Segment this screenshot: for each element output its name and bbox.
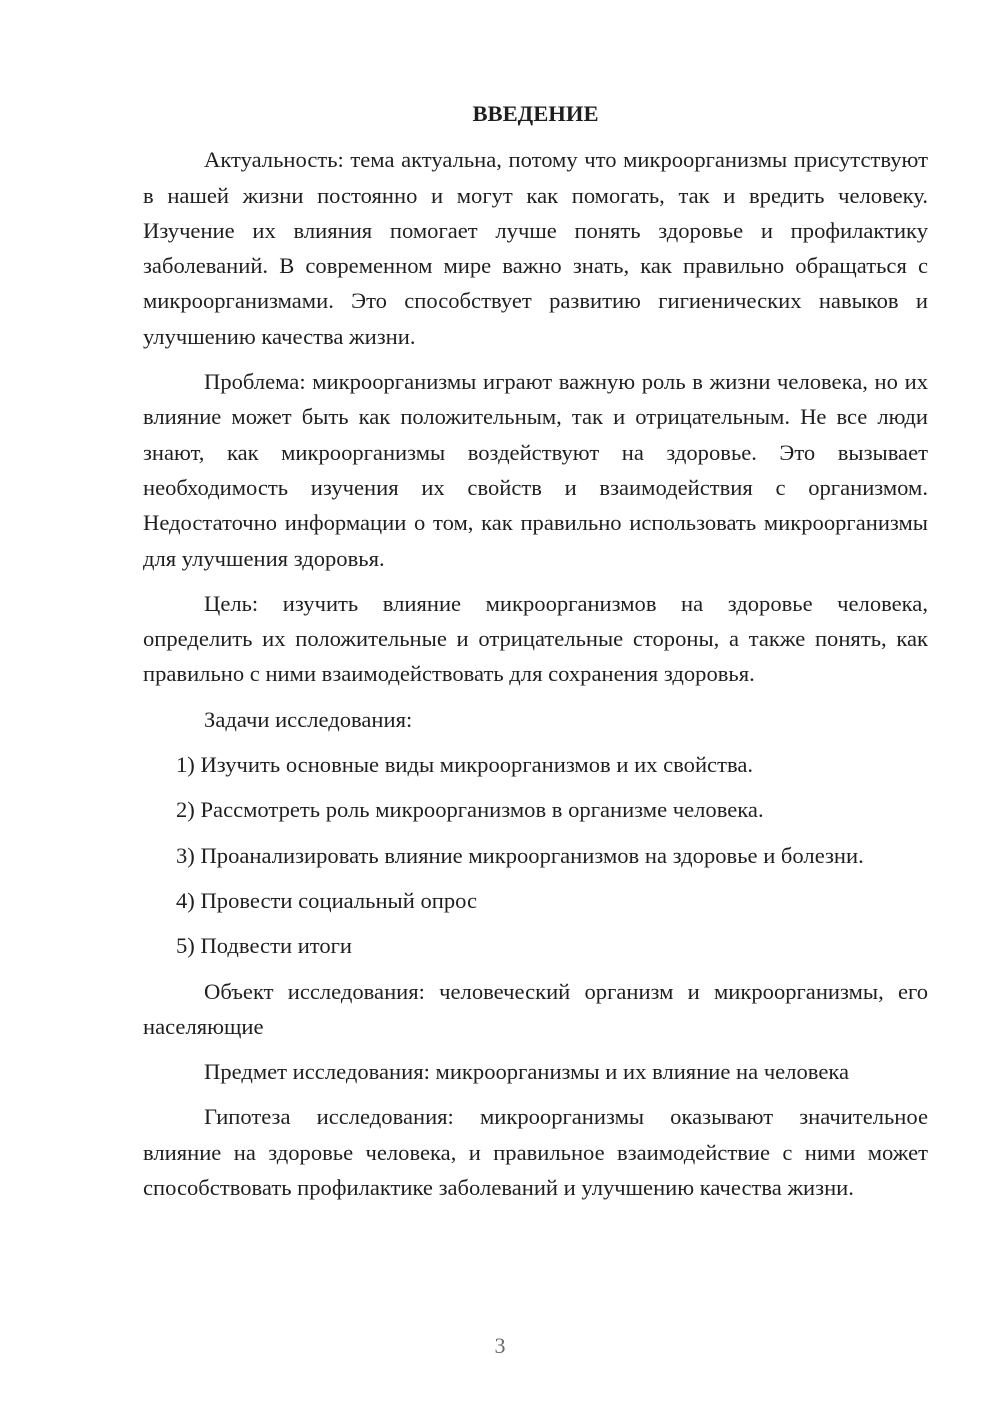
document-page bbox=[143, 96, 928, 1215]
paragraph-relevance: Актуальность: тема актуальна, потому что микроорганизмы присутствуют в нашей жизни постоянно и могут как помогать, так и вредить человеку. Изучение их влияния помогает лучше понять здоровье и профилактику заболеваний. В современном мире важно знать, как правильно обращаться с микроорганизмами. Это способствует развитию гигиенических навыков и улучшению качества жизни. bbox=[143, 147, 928, 349]
page-title: ВВЕДЕНИЕ bbox=[472, 101, 599, 126]
task-item-2: 2) Рассмотреть роль микроорганизмов в организме человека. bbox=[176, 797, 764, 823]
page-number: 3 bbox=[494, 1333, 506, 1358]
task-item-4: 4) Провести социальный опрос bbox=[176, 887, 478, 913]
paragraph-hypothesis: Гипотеза исследования: микроорганизмы оказывают значительное влияние на здоровье человека, и правильное взаимодействие с ними может способствовать профилактике заболеваний и улучшению качества жизни. bbox=[143, 1104, 928, 1201]
paragraph-subject: Предмет исследования: микроорганизмы и их влияние на человека bbox=[204, 1059, 850, 1085]
paragraph-object: Объект исследования: человеческий организм и микроорганизмы, его населяющие bbox=[143, 978, 928, 1039]
task-item-1: 1) Изучить основные виды микроорганизмов и их свойства. bbox=[176, 752, 753, 778]
paragraph-problem: Проблема: микроорганизмы играют важную роль в жизни человека, но их влияние может быть как положительным, так и отрицательным. Не все люди знают, как микроорганизмы воздействуют на здоровье. Это вызывает необходимость изучения их свойств и взаимодействия с организмом. Недостаточно информации о том, как правильно использовать микроорганизмы для улучшения здоровья. bbox=[143, 369, 928, 571]
task-item-3: 3) Проанализировать влияние микроорганизмов на здоровье и болезни. bbox=[176, 842, 864, 868]
paragraph-goal: Цель: изучить влияние микроорганизмов на здоровье человека, определить их положительные и отрицательные стороны, а также понять, как правильно с ними взаимодействовать для сохранения здоровья. bbox=[143, 590, 928, 687]
tasks-heading: Задачи исследования: bbox=[204, 706, 413, 732]
task-item-5: 5) Подвести итоги bbox=[176, 933, 353, 959]
